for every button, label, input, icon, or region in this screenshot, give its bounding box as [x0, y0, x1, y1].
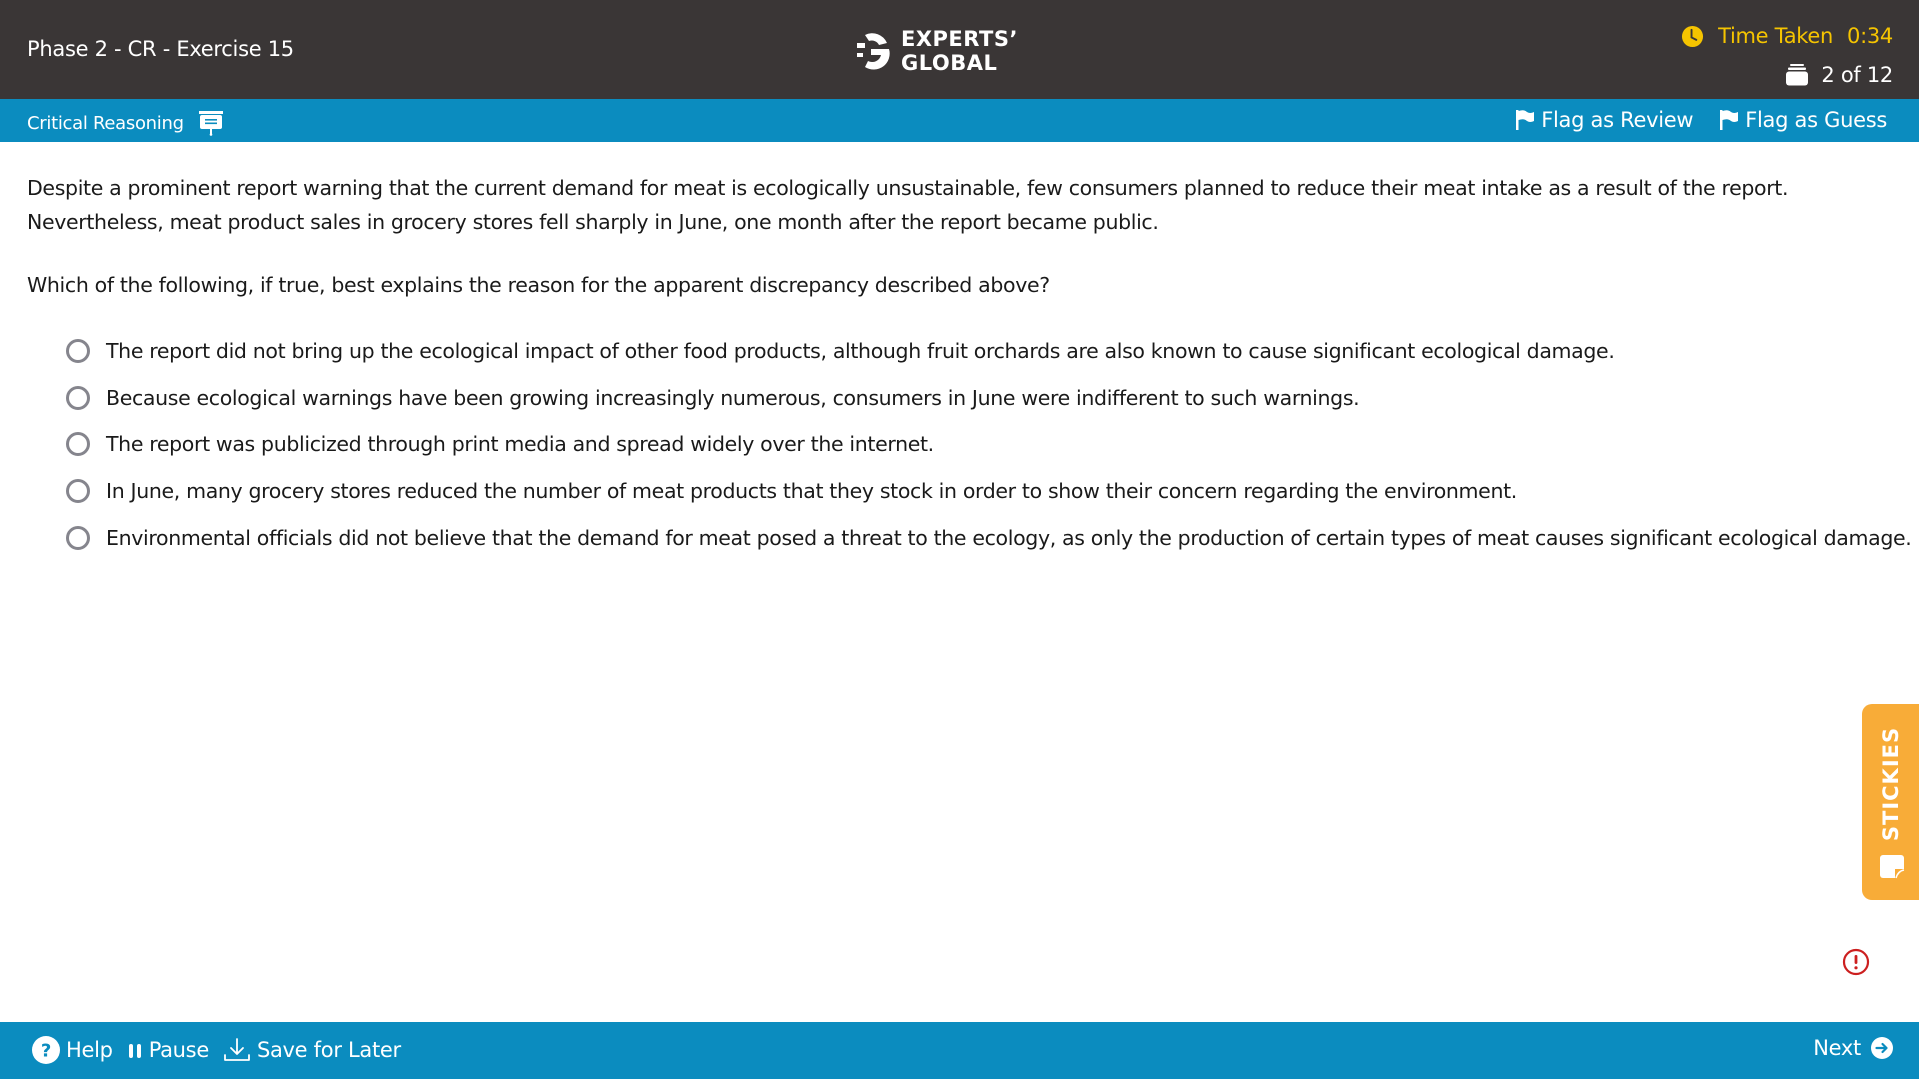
arrow-right-circle-icon [1871, 1037, 1893, 1059]
save-for-later-button[interactable] [223, 1037, 401, 1063]
time-taken-label: Time Taken [1718, 24, 1834, 48]
radio-button[interactable] [66, 526, 90, 550]
answer-option-e[interactable] [66, 514, 1911, 561]
question-counter [1785, 63, 1893, 87]
logo-line1: EXPERTS’ [901, 27, 1018, 51]
save-for-later-label: Save for Later [256, 1038, 401, 1062]
download-icon [223, 1037, 251, 1063]
flag-as-guess-label: Flag as Guess [1745, 108, 1887, 132]
flag-as-review-label: Flag as Review [1541, 108, 1694, 132]
flag-icon [1719, 109, 1739, 131]
presentation-board-icon[interactable] [198, 110, 224, 136]
answer-option-b[interactable] [66, 375, 1911, 422]
time-taken [1681, 24, 1893, 48]
question-stem: Which of the following, if true, best explains the reason for the apparent discrepancy described above? [27, 273, 1050, 297]
stickies-label: STICKIES [1878, 726, 1903, 842]
section-bar [0, 99, 1919, 142]
question-stack-icon [1785, 64, 1809, 86]
help-button[interactable] [32, 1036, 113, 1064]
section-label: Critical Reasoning [27, 112, 184, 134]
option-text: The report was publicized through print media and spread widely over the internet. [106, 432, 934, 457]
alert-circle-icon[interactable] [1842, 948, 1870, 976]
top-header [0, 0, 1919, 99]
stickies-tab[interactable] [1862, 704, 1919, 900]
answer-option-a[interactable] [66, 328, 1911, 375]
experts-global-logo-icon [855, 29, 891, 73]
logo-text [901, 27, 1018, 75]
help-circle-icon [32, 1036, 60, 1064]
option-text: In June, many grocery stores reduced the number of meat products that they stock in order to show their concern regarding the environment. [106, 479, 1517, 504]
bottom-toolbar [0, 1022, 1919, 1079]
answer-options [66, 328, 1911, 561]
passage-line: Nevertheless, meat product sales in grocery stores fell sharply in June, one month after the report became public. [27, 210, 1159, 234]
bottom-left-controls [32, 1036, 415, 1064]
next-button[interactable] [1813, 1036, 1893, 1060]
question-passage [27, 171, 1887, 239]
flag-controls [1515, 108, 1887, 132]
logo-line2: GLOBAL [901, 51, 998, 75]
radio-button[interactable] [66, 386, 90, 410]
radio-button[interactable] [66, 339, 90, 363]
time-taken-value: 0:34 [1847, 24, 1893, 48]
sticky-note-icon [1878, 852, 1906, 880]
help-label: Help [66, 1038, 113, 1062]
clock-icon [1681, 25, 1704, 48]
radio-button[interactable] [66, 479, 90, 503]
option-text: Because ecological warnings have been growing increasingly numerous, consumers in June were indifferent to such warnings. [106, 385, 1360, 410]
radio-button[interactable] [66, 432, 90, 456]
answer-option-d[interactable] [66, 468, 1911, 515]
flag-as-review-button[interactable] [1515, 108, 1693, 132]
pause-button[interactable] [127, 1038, 209, 1062]
answer-option-c[interactable] [66, 421, 1911, 468]
section-name [27, 110, 224, 136]
pause-icon [127, 1041, 143, 1059]
next-label: Next [1813, 1036, 1861, 1060]
option-text: The report did not bring up the ecological impact of other food products, although fruit orchards are also known to cause significant ecological damage. [106, 339, 1615, 364]
question-counter-text: 2 of 12 [1821, 63, 1893, 87]
flag-icon [1515, 109, 1535, 131]
pause-label: Pause [148, 1038, 209, 1062]
passage-line: Despite a prominent report warning that the current demand for meat is ecologically unsustainable, few consumers planned to reduce their meat intake as a result of the report. [27, 176, 1789, 200]
option-text: Environmental officials did not believe that the demand for meat posed a threat to the ecology, as only the production of certain types of meat causes significant ecological damage. [106, 525, 1912, 550]
flag-as-guess-button[interactable] [1719, 108, 1887, 132]
svg-text:?: ? [40, 1040, 52, 1062]
experts-global-logo [855, 27, 1018, 75]
exercise-title: Phase 2 - CR - Exercise 15 [27, 37, 294, 61]
